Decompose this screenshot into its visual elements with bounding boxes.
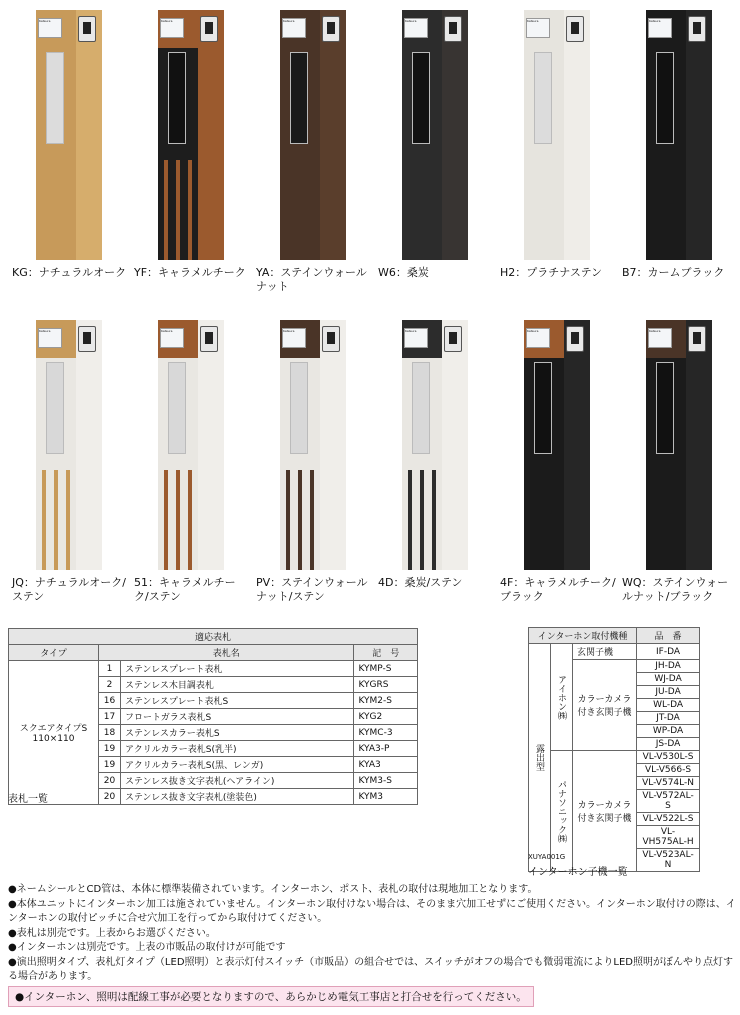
gate-post-image bbox=[158, 320, 228, 570]
row-number: 18 bbox=[99, 725, 121, 741]
model-code: JS-DA bbox=[637, 738, 700, 751]
note-item: ●ネームシールとCD管は、本体に標準装備されています。インターホン、ポスト、表札の取付は現地加工となります。 bbox=[8, 884, 538, 895]
color-swatch bbox=[8, 10, 128, 280]
nameplate bbox=[526, 328, 550, 348]
post-slat bbox=[54, 160, 58, 260]
intercom-header-left: インターホン取付機種 bbox=[529, 628, 637, 644]
color-swatch bbox=[130, 320, 250, 604]
brand-aiphone: アイホン㈱ bbox=[551, 644, 573, 751]
gate-post-image bbox=[646, 320, 716, 570]
plate-code: KYA3-P bbox=[354, 741, 418, 757]
nameplate-text: Katsura bbox=[405, 19, 417, 23]
color-swatch bbox=[496, 10, 616, 280]
nameplate-text: Katsura bbox=[283, 329, 295, 333]
note-item: ●表札は別売です。上表からお選びください。 bbox=[8, 927, 216, 939]
post-slat bbox=[408, 160, 412, 260]
intercom-unit bbox=[444, 16, 462, 42]
unit-plain: 玄関子機 bbox=[573, 644, 637, 660]
model-code: IF-DA bbox=[637, 644, 700, 660]
row-number: 1 bbox=[99, 661, 121, 677]
nameplate-text: Katsura bbox=[649, 19, 661, 23]
nameplate bbox=[282, 328, 306, 348]
post-slat bbox=[188, 470, 192, 570]
nameplate bbox=[526, 18, 550, 38]
slat-group bbox=[408, 160, 436, 260]
note-item: ●演出照明タイプ、表札灯タイプ（LED照明）と表示灯付スイッチ（市販品）の組合せでは、スイッチがオフの場合でも微弱電流によりLED照明がぼんやり点灯する場合があります。 bbox=[8, 956, 734, 982]
post-slat bbox=[176, 470, 180, 570]
intercom-unit bbox=[200, 16, 218, 42]
post-side-panel bbox=[686, 10, 712, 260]
brand-panasonic: パナソニック㈱ bbox=[551, 751, 573, 872]
plate-name: フロートガラス表札S bbox=[121, 709, 354, 725]
intercom-header-right: 品 番 bbox=[637, 628, 700, 644]
post-side-panel bbox=[564, 320, 590, 570]
model-code: VL-V522L-S bbox=[637, 813, 700, 826]
col-type: タイプ bbox=[9, 645, 99, 661]
gate-post-image bbox=[402, 10, 472, 260]
plate-name: ステンレスプレート表札 bbox=[121, 661, 354, 677]
nameplate bbox=[404, 18, 428, 38]
type-cell bbox=[9, 661, 99, 805]
post-slat bbox=[664, 160, 668, 260]
swatch-label: JQ：ナチュラルオーク/ステン bbox=[12, 576, 126, 603]
nameplate-text: Katsura bbox=[161, 19, 173, 23]
slat-group bbox=[286, 160, 314, 260]
color-swatch bbox=[618, 320, 738, 604]
row-number: 17 bbox=[99, 709, 121, 725]
post-slat bbox=[54, 470, 58, 570]
plate-code: KYMP-S bbox=[354, 661, 418, 677]
post-slat bbox=[298, 470, 302, 570]
nameplate-caption: 表札一覧 bbox=[8, 794, 48, 805]
mailbox-slot bbox=[534, 362, 552, 454]
post-slat bbox=[652, 160, 656, 260]
intercom-unit bbox=[322, 16, 340, 42]
post-side-panel bbox=[442, 10, 468, 260]
plate-name: ステンレス抜き文字表札(塗装色) bbox=[121, 789, 354, 805]
nameplate-table-section bbox=[8, 628, 418, 805]
notes-list bbox=[8, 883, 736, 985]
post-slat bbox=[652, 470, 656, 570]
gate-post-image bbox=[524, 10, 594, 260]
nameplate-text: Katsura bbox=[39, 19, 51, 23]
plate-code: KYM3 bbox=[354, 789, 418, 805]
post-side-panel bbox=[320, 10, 346, 260]
note-item: ●インターホンは別売です。上表の市販品の取付けが可能です bbox=[8, 942, 286, 953]
table-row bbox=[9, 661, 418, 677]
swatch-label: 4F：キャラメルチーク/ブラック bbox=[500, 576, 616, 603]
nameplate-table bbox=[8, 628, 418, 805]
table-row bbox=[529, 751, 700, 764]
nameplate-text: Katsura bbox=[527, 19, 539, 23]
row-number: 19 bbox=[99, 757, 121, 773]
table-top-header: 適応表札 bbox=[9, 629, 418, 645]
nameplate bbox=[282, 18, 306, 38]
color-swatch bbox=[130, 10, 250, 280]
intercom-unit bbox=[688, 16, 706, 42]
intercom-unit bbox=[444, 326, 462, 352]
nameplate-text: Katsura bbox=[405, 329, 417, 333]
mailbox-slot bbox=[46, 362, 64, 454]
gate-post-image bbox=[646, 10, 716, 260]
post-slat bbox=[420, 470, 424, 570]
post-slat bbox=[676, 470, 680, 570]
slat-group bbox=[42, 160, 70, 260]
post-slat bbox=[530, 160, 534, 260]
plate-code: KYG2 bbox=[354, 709, 418, 725]
post-slat bbox=[164, 470, 168, 570]
slat-group bbox=[164, 160, 192, 260]
color-swatch bbox=[252, 10, 372, 294]
model-code: WJ-DA bbox=[637, 673, 700, 686]
nameplate bbox=[38, 328, 62, 348]
plate-code: KYGRS bbox=[354, 677, 418, 693]
row-number: 2 bbox=[99, 677, 121, 693]
model-code: VL-V523AL-N bbox=[637, 849, 700, 872]
post-slat bbox=[188, 160, 192, 260]
mailbox-slot bbox=[412, 362, 430, 454]
wiring-notice: ●インターホン、照明は配線工事が必要となりますので、あらかじめ電気工事店と打合せを行ってください。 bbox=[8, 986, 534, 1007]
model-code: VL-V572AL-S bbox=[637, 790, 700, 813]
gate-post-image bbox=[36, 320, 106, 570]
gate-post-image bbox=[280, 320, 350, 570]
note-item: ●本体ユニットにインターホン加工は施されていません。インターホン取付けない場合は、そのまま穴加工せずにご使用ください。インターホン取付けの際は、インターホンの取付ピッチに合せ穴加工を行ってから取付けてください。 bbox=[8, 898, 736, 924]
row-number: 16 bbox=[99, 693, 121, 709]
post-slat bbox=[420, 160, 424, 260]
post-slat bbox=[542, 160, 546, 260]
mailbox-slot bbox=[168, 52, 186, 144]
model-code: JH-DA bbox=[637, 660, 700, 673]
mailbox-slot bbox=[290, 362, 308, 454]
post-slat bbox=[42, 160, 46, 260]
mailbox-slot bbox=[412, 52, 430, 144]
gate-post-image bbox=[524, 320, 594, 570]
post-slat bbox=[676, 160, 680, 260]
post-slat bbox=[66, 160, 70, 260]
post-slat bbox=[164, 160, 168, 260]
swatch-label: PV：ステインウォールナット/ステン bbox=[256, 576, 368, 603]
post-slat bbox=[664, 470, 668, 570]
col-name: 表札名 bbox=[99, 645, 354, 661]
post-slat bbox=[310, 160, 314, 260]
color-swatch bbox=[8, 320, 128, 604]
model-code: VL-VH575AL-H bbox=[637, 826, 700, 849]
color-swatch bbox=[496, 320, 616, 604]
post-slat bbox=[554, 470, 558, 570]
post-slat bbox=[408, 470, 412, 570]
swatch-label: W6：桑炭 bbox=[378, 266, 429, 279]
unit-camera: カラーカメラ付き玄関子機 bbox=[573, 660, 637, 751]
post-slat bbox=[432, 470, 436, 570]
col-code: 記 号 bbox=[354, 645, 418, 661]
type-size: 110×110 bbox=[32, 734, 75, 744]
model-code: JT-DA bbox=[637, 712, 700, 725]
slat-group bbox=[42, 470, 70, 570]
plate-name: ステンレスプレート表札S bbox=[121, 693, 354, 709]
swatch-label: 4D：桑炭/ステン bbox=[378, 576, 463, 589]
swatch-label: H2：プラチナステン bbox=[500, 266, 603, 279]
mailbox-slot bbox=[290, 52, 308, 144]
post-slat bbox=[176, 160, 180, 260]
post-slat bbox=[286, 470, 290, 570]
post-side-panel bbox=[76, 10, 102, 260]
mailbox-slot bbox=[656, 52, 674, 144]
model-code: VL-V574L-N bbox=[637, 777, 700, 790]
post-slat bbox=[298, 160, 302, 260]
model-code: VL-V530L-S bbox=[637, 751, 700, 764]
gate-post-image bbox=[158, 10, 228, 260]
unit-camera: カラーカメラ付き玄関子機 bbox=[573, 751, 637, 872]
model-code: VL-V566-S bbox=[637, 764, 700, 777]
post-side-panel bbox=[198, 320, 224, 570]
swatch-label: YA：ステインウォールナット bbox=[256, 266, 367, 293]
post-slat bbox=[432, 160, 436, 260]
slat-group bbox=[652, 470, 680, 570]
slat-group bbox=[164, 470, 192, 570]
model-code: WL-DA bbox=[637, 699, 700, 712]
plate-name: ステンレス抜き文字表札(ヘアライン) bbox=[121, 773, 354, 789]
slat-group bbox=[652, 160, 680, 260]
post-slat bbox=[66, 470, 70, 570]
nameplate bbox=[648, 328, 672, 348]
color-swatch bbox=[374, 320, 494, 590]
post-side-panel bbox=[564, 10, 590, 260]
intercom-unit bbox=[78, 326, 96, 352]
swatch-label: 51：キャラメルチーク/ステン bbox=[134, 576, 236, 603]
gate-post-image bbox=[36, 10, 106, 260]
post-slat bbox=[286, 160, 290, 260]
nameplate-text: Katsura bbox=[527, 329, 539, 333]
intercom-unit bbox=[688, 326, 706, 352]
post-slat bbox=[42, 470, 46, 570]
intercom-unit bbox=[566, 16, 584, 42]
nameplate-text: Katsura bbox=[39, 329, 51, 333]
nameplate-text: Katsura bbox=[283, 19, 295, 23]
intercom-unit bbox=[200, 326, 218, 352]
swatch-label: B7：カームブラック bbox=[622, 266, 725, 279]
post-slat bbox=[554, 160, 558, 260]
post-side-panel bbox=[198, 10, 224, 260]
slat-group bbox=[530, 470, 558, 570]
post-slat bbox=[310, 470, 314, 570]
plate-code: KYM2-S bbox=[354, 693, 418, 709]
gate-post-image bbox=[402, 320, 472, 570]
intercom-unit bbox=[78, 16, 96, 42]
model-code: WP-DA bbox=[637, 725, 700, 738]
mailbox-slot bbox=[656, 362, 674, 454]
intercom-caption: インターホン子機一覧 bbox=[528, 867, 628, 878]
nameplate bbox=[38, 18, 62, 38]
intercom-table-section bbox=[528, 627, 700, 878]
mount-type: 露出型 bbox=[529, 644, 551, 872]
nameplate bbox=[160, 18, 184, 38]
plate-code: KYMC-3 bbox=[354, 725, 418, 741]
color-swatch bbox=[618, 10, 738, 280]
model-code: JU-DA bbox=[637, 686, 700, 699]
swatch-label: KG：ナチュラルオーク bbox=[12, 266, 127, 279]
nameplate bbox=[648, 18, 672, 38]
plate-name: アクリルカラー表札S(乳半) bbox=[121, 741, 354, 757]
nameplate-text: Katsura bbox=[161, 329, 173, 333]
post-side-panel bbox=[320, 320, 346, 570]
slat-group bbox=[408, 470, 436, 570]
nameplate bbox=[160, 328, 184, 348]
intercom-unit bbox=[322, 326, 340, 352]
mailbox-slot bbox=[534, 52, 552, 144]
gate-post-image bbox=[280, 10, 350, 260]
color-swatch bbox=[374, 10, 494, 280]
nameplate bbox=[404, 328, 428, 348]
intercom-small-code: XUYA001G bbox=[528, 853, 566, 861]
plate-code: KYM3-S bbox=[354, 773, 418, 789]
type-name: スクエアタイプS bbox=[19, 724, 88, 734]
slat-group bbox=[530, 160, 558, 260]
post-slat bbox=[530, 470, 534, 570]
row-number: 19 bbox=[99, 741, 121, 757]
nameplate-text: Katsura bbox=[649, 329, 661, 333]
row-number: 20 bbox=[99, 789, 121, 805]
table-row bbox=[529, 644, 700, 660]
plate-name: アクリルカラー表札S(黒、レンガ) bbox=[121, 757, 354, 773]
plate-code: KYA3 bbox=[354, 757, 418, 773]
row-number: 20 bbox=[99, 773, 121, 789]
mailbox-slot bbox=[46, 52, 64, 144]
post-side-panel bbox=[686, 320, 712, 570]
intercom-unit bbox=[566, 326, 584, 352]
swatch-label: WQ：ステインウォールナット/ブラック bbox=[622, 576, 729, 603]
post-side-panel bbox=[442, 320, 468, 570]
post-slat bbox=[542, 470, 546, 570]
plate-name: ステンレス木目調表札 bbox=[121, 677, 354, 693]
plate-name: ステンレスカラー表札S bbox=[121, 725, 354, 741]
post-side-panel bbox=[76, 320, 102, 570]
intercom-table bbox=[528, 627, 700, 872]
slat-group bbox=[286, 470, 314, 570]
color-swatch bbox=[252, 320, 372, 604]
swatch-label: YF：キャラメルチーク bbox=[134, 266, 246, 279]
mailbox-slot bbox=[168, 362, 186, 454]
